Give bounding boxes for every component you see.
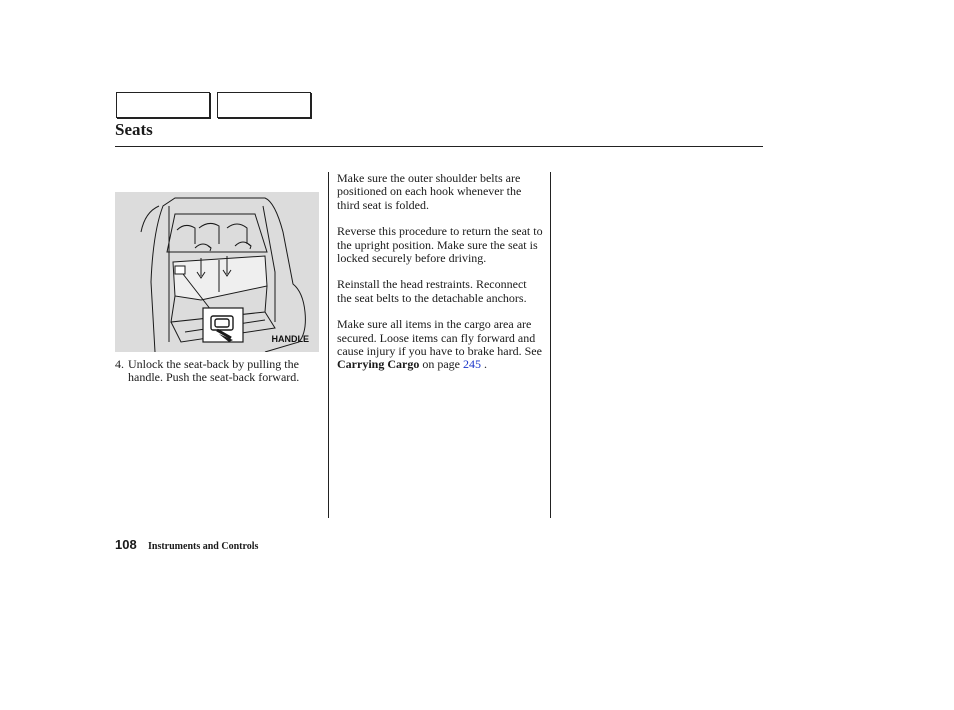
footer-page-number: 108: [115, 537, 137, 552]
step-number: 4.: [115, 357, 124, 371]
nav-button-previous[interactable]: [116, 92, 210, 118]
cargo-text-middle: on page: [419, 357, 463, 372]
page-245-link[interactable]: 245: [462, 357, 481, 372]
paragraph-cargo-secured: [337, 318, 543, 372]
column-divider-left: [328, 172, 329, 518]
title-rule: [115, 146, 763, 147]
carrying-cargo-reference: Carrying Cargo: [337, 357, 420, 372]
paragraph-reverse-procedure: Reverse this procedure to return the seat to the upright position. Make sure the seat is locked securely before driving.: [337, 224, 543, 266]
footer-section-title: Instruments and Controls: [148, 541, 259, 552]
step-4-instruction: [115, 358, 320, 385]
handle-callout-label: HANDLE: [271, 334, 309, 344]
cargo-seat-illustration: [115, 192, 319, 352]
cargo-text-after: .: [480, 357, 487, 372]
nav-button-next[interactable]: [217, 92, 311, 118]
step-text: Unlock the seat-back by pulling the handle. Push the seat-back forward.: [128, 357, 300, 385]
cargo-text-before: Make sure all items in the cargo area are secured. Loose items can fly forward and cause injury if you have to brake hard. See: [337, 317, 542, 359]
column-divider-right: [550, 172, 551, 518]
middle-column: [337, 172, 543, 385]
paragraph-shoulder-belts: Make sure the outer shoulder belts are positioned on each hook whenever the third seat is folded.: [337, 171, 522, 212]
page-title: Seats: [115, 120, 153, 139]
paragraph-reinstall-restraints: Reinstall the head restraints. Reconnect the seat belts to the detachable anchors.: [337, 277, 527, 305]
cargo-area-drawing: [115, 192, 319, 352]
